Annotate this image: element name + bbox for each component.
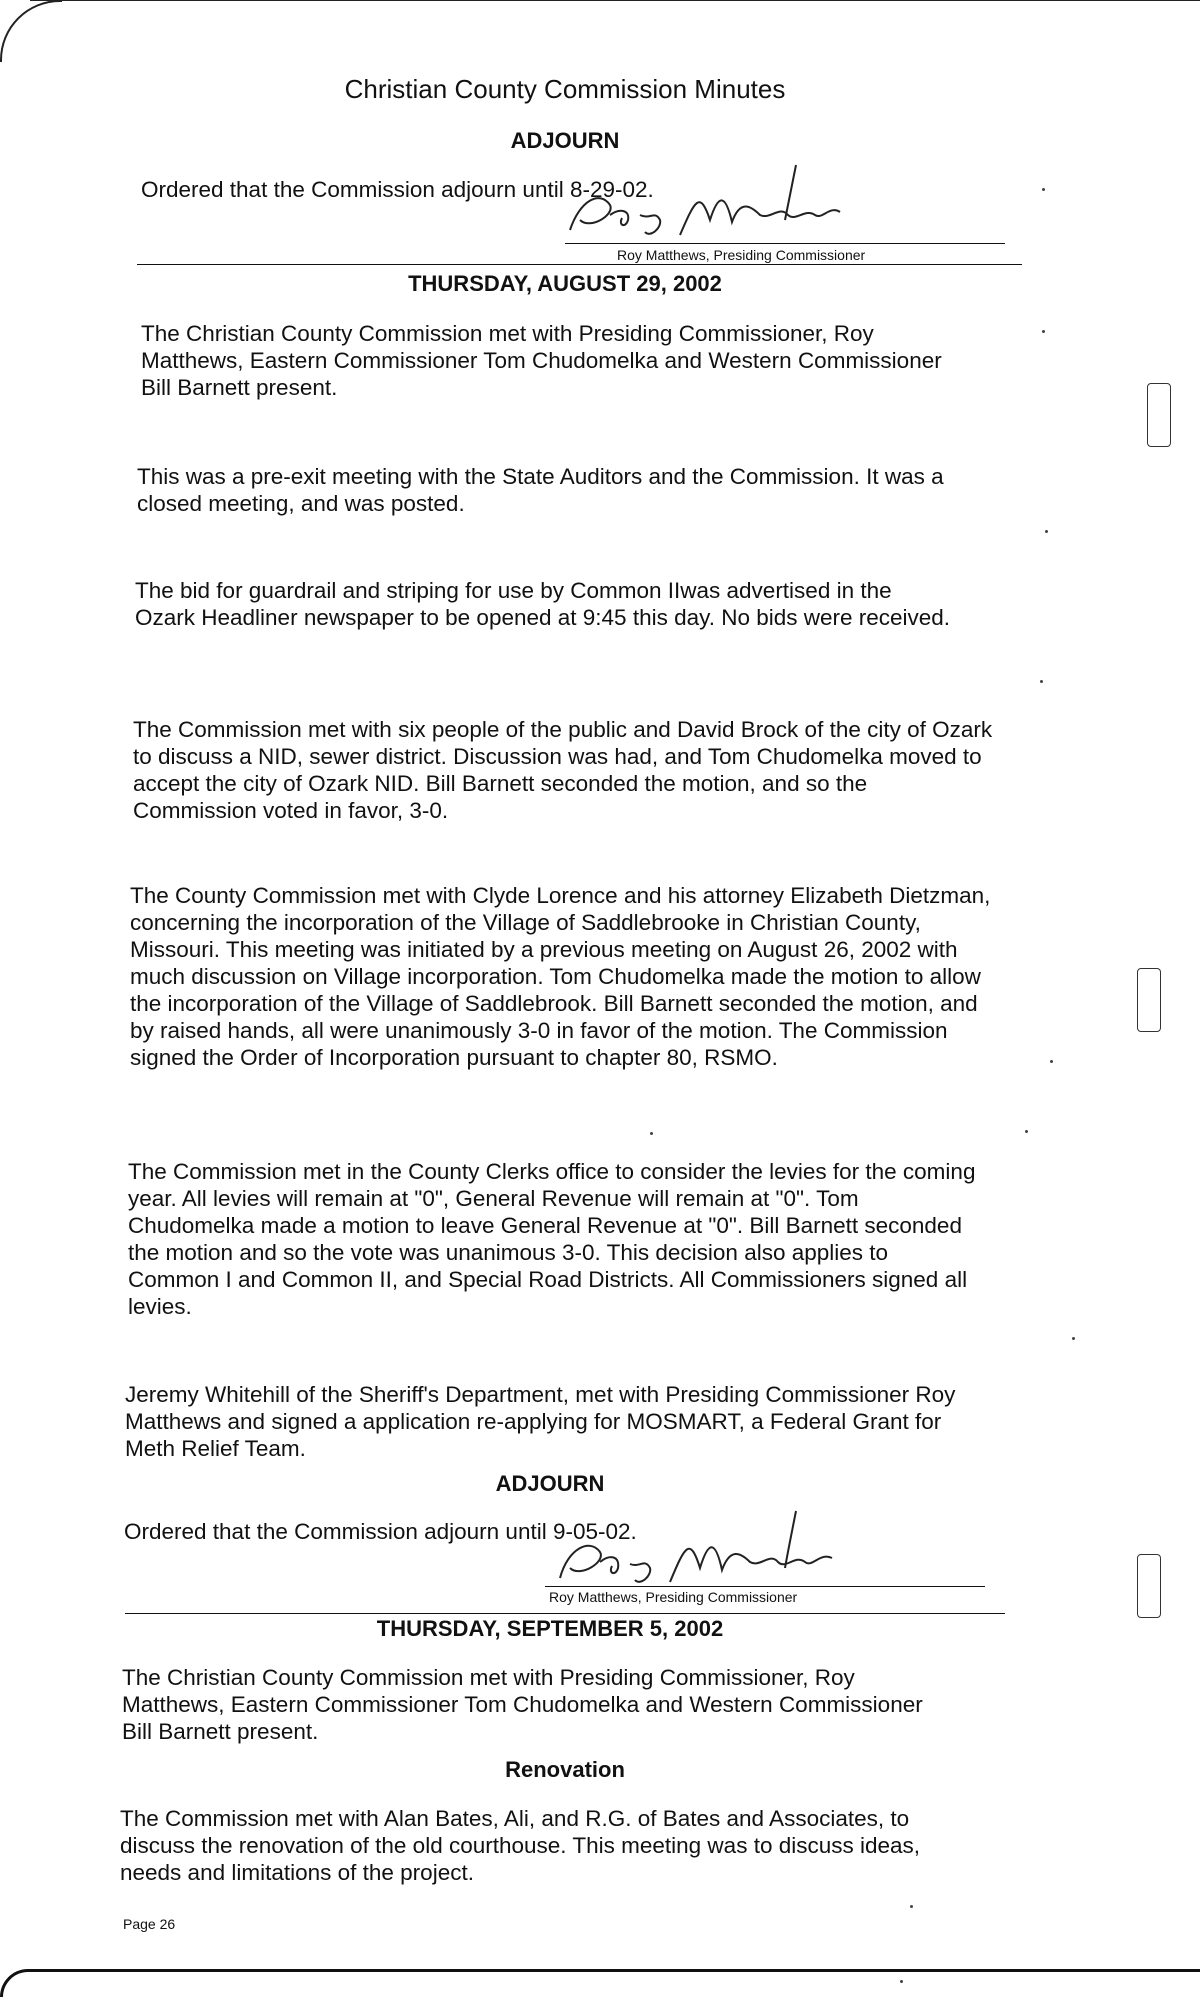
paragraph-attendance-sep-5: The Christian County Commission met with Presiding Commissioner, Roy Matthews, Eastern Commissioner Tom Chudomelka and Western Commissioner Bill Barnett present. [122, 1665, 923, 1744]
paragraph-mosmart-grant: Jeremy Whitehill of the Sheriff's Department, met with Presiding Commissioner Roy Matthews and signed a application re-applying for MOSMART, a Federal Grant for Meth Relief Team. [125, 1382, 956, 1461]
scan-speck [1050, 1060, 1053, 1063]
date-heading-sep-5: THURSDAY, SEPTEMBER 5, 2002 [376, 1616, 724, 1641]
paragraph-saddlebrooke-incorporation: The County Commission met with Clyde Lorence and his attorney Elizabeth Dietzman, concerning the incorporation of the Village of Saddlebrooke in Christian County, Missouri. This meeting was initiated by a previous meeting on August 26, 2002 with much discussion on Village incorporation. Tom Chudomelka made the motion to allow the incorporation of the Village of Saddlebrook. Bill Barnett seconded the motion, and by raised hands, all were unanimously 3-0 in favor of the motion. The Commission signed the Order of Incorporation pursuant to chapter 80, RSMO. [130, 883, 991, 1070]
section-divider-2 [125, 1613, 1005, 1614]
adjourn-order-1: Ordered that the Commission adjourn until 8-29-02. [141, 177, 654, 202]
scan-speck [1072, 1337, 1075, 1340]
paragraph-levies: The Commission met in the County Clerks office to consider the levies for the coming year. All levies will remain at "0", General Revenue will remain at "0". Tom Chudomelka made a motion to leave General Revenue at "0". Bill Barnett seconded the motion and so the vote was unanimous 3-0. This decision also applies to Common I and Common II, and Special Road Districts. All Commissioners signed all levies. [128, 1159, 976, 1319]
scan-speck [1042, 188, 1045, 191]
scan-speck [910, 1905, 913, 1908]
section-divider-1 [137, 264, 1022, 265]
margin-binding-mark-3 [1137, 1554, 1161, 1618]
adjourn-heading-2: ADJOURN [495, 1471, 605, 1496]
paragraph-pre-exit-meeting: This was a pre-exit meeting with the State Auditors and the Commission. It was a closed meeting, and was posted. [137, 464, 944, 516]
margin-binding-mark-2 [1137, 968, 1161, 1032]
scan-speck [1025, 1130, 1028, 1133]
renovation-heading: Renovation [505, 1757, 625, 1782]
paragraph-renovation: The Commission met with Alan Bates, Ali, and R.G. of Bates and Associates, to discuss the renovation of the old courthouse. This meeting was to discuss ideas, needs and limitations of the project. [120, 1806, 921, 1885]
document-title: Christian County Commission Minutes [344, 74, 786, 104]
paragraph-guardrail-bid: The bid for guardrail and striping for use by Common IIwas advertised in the Ozark Headliner newspaper to be opened at 9:45 this day. No bids were received. [135, 578, 951, 630]
adjourn-heading-1: ADJOURN [510, 128, 620, 153]
margin-binding-mark-1 [1147, 383, 1171, 447]
scan-speck [1042, 330, 1045, 333]
scan-edge-top-left [0, 0, 62, 62]
signature-caption-2: Roy Matthews, Presiding Commissioner [549, 1589, 798, 1605]
signature-line-1 [565, 243, 1005, 244]
date-heading-aug-29: THURSDAY, AUGUST 29, 2002 [408, 271, 722, 296]
adjourn-order-2: Ordered that the Commission adjourn until 9-05-02. [124, 1519, 637, 1544]
scan-edge-top [30, 0, 1200, 1]
scan-edge-bottom [0, 1969, 1200, 1997]
scan-speck [900, 1980, 903, 1983]
paragraph-attendance-aug-29: The Christian County Commission met with Presiding Commissioner, Roy Matthews, Eastern Commissioner Tom Chudomelka and Western Commissioner Bill Barnett present. [141, 321, 942, 400]
scan-speck [1045, 530, 1048, 533]
paragraph-ozark-nid: The Commission met with six people of the public and David Brock of the city of Ozark to discuss a NID, sewer district. Discussion was had, and Tom Chudomelka moved to accept the city of Ozark NID. Bill Barnett seconded the motion, and so the Commission voted in favor, 3-0. [133, 717, 993, 823]
scan-speck [650, 1132, 653, 1135]
signature-line-2 [545, 1586, 985, 1587]
signature-caption-1: Roy Matthews, Presiding Commissioner [617, 247, 866, 263]
scan-speck [1040, 680, 1043, 683]
page-number: Page 26 [123, 1916, 176, 1932]
signature-roy-matthews-1 [560, 160, 900, 260]
